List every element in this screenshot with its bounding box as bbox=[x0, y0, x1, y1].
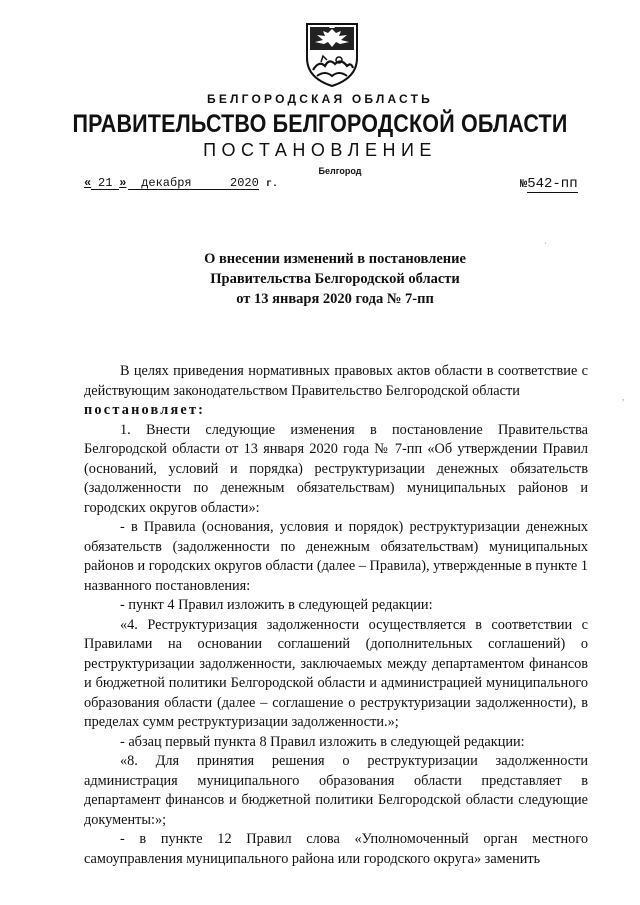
document-subject bbox=[120, 249, 550, 309]
preamble-paragraph bbox=[84, 362, 588, 401]
document-body bbox=[84, 362, 588, 869]
date-month: декабря bbox=[128, 177, 204, 190]
body-paragraph: - в Правила (основания, условия и порядок) реструктуризации денежных обязательств (задолженности по денежным обязательствам) муниципальных районов и городских округов области (далее – Правила), утвержденные в пункте 1 названного постановления: bbox=[84, 519, 588, 594]
body-paragraph: «8. Для принятия решения о реструктуризации задолженности администрация муниципального образования области представляет в департамент финансов и бюджетной политики Белгородской области следующие документы:»; bbox=[84, 753, 588, 828]
body-paragraph: - абзац первый пункта 8 Правил изложить в следующей редакции: bbox=[120, 733, 525, 750]
subject-line: от 13 января 2020 года № 7-пп bbox=[236, 291, 434, 307]
scan-mark: , bbox=[622, 392, 625, 402]
coat-of-arms-icon bbox=[303, 20, 361, 88]
body-paragraph: - в пункте 12 Правил слова «Уполномоченный орган местного самоуправления муниципального района или городского округа» заменить bbox=[84, 831, 588, 867]
number-sign: № bbox=[520, 177, 528, 191]
date-year-suffix: 20 bbox=[244, 176, 259, 190]
document-date bbox=[84, 176, 278, 190]
date-close-quote: » bbox=[119, 176, 127, 190]
city-name: Белгород bbox=[318, 166, 362, 176]
date-open-quote: « bbox=[84, 176, 92, 190]
government-title: ПРАВИТЕЛЬСТВО БЕЛГОРОДСКОЙ ОБЛАСТИ bbox=[72, 110, 568, 138]
resolves-word: постановляет: bbox=[84, 402, 206, 418]
preamble-text: В целях приведения нормативных правовых актов области в соответствие с действующим законодательством Правительство Белгородской области bbox=[84, 363, 588, 399]
body-paragraph: «4. Реструктуризация задолженности осуществляется в соответствии с Правилами на основании соглашений (дополнительных соглашений) о реструктуризации задолженности, заключаемых между департаментом финансов и бюджетной политики Белгородской области и администрацией муниципального образования области (далее – соглашение о реструктуризации задолженности), в пределах сумм реструктуризации задолженности.»; bbox=[84, 616, 588, 730]
document-number bbox=[520, 176, 578, 192]
document-type: ПОСТАНОВЛЕНИЕ bbox=[203, 140, 437, 160]
resolves-line bbox=[84, 401, 588, 421]
body-paragraph: 1. Внести следующие изменения в постановление Правительства Белгородской области от 13 января 2020 года № 7-пп «Об утверждении Правил (оснований, условий и порядка) реструктуризации денежных обязательств (задолженности по денежным обязательствам) муниципальных районов и городских округов области»: bbox=[84, 421, 588, 516]
scan-mark: · bbox=[544, 238, 547, 248]
region-name: БЕЛГОРОДСКАЯ ОБЛАСТЬ bbox=[207, 92, 433, 106]
date-day: 21 bbox=[91, 177, 119, 190]
subject-line: Правительства Белгородской области bbox=[210, 271, 460, 287]
date-year-abbr: г. bbox=[266, 179, 279, 190]
number-value: 542-пп bbox=[527, 176, 578, 192]
subject-line: О внесении изменений в постановление bbox=[204, 251, 466, 267]
body-paragraph: - пункт 4 Правил изложить в следующей редакции: bbox=[120, 597, 433, 613]
date-year-prefix: 20 bbox=[204, 177, 244, 190]
